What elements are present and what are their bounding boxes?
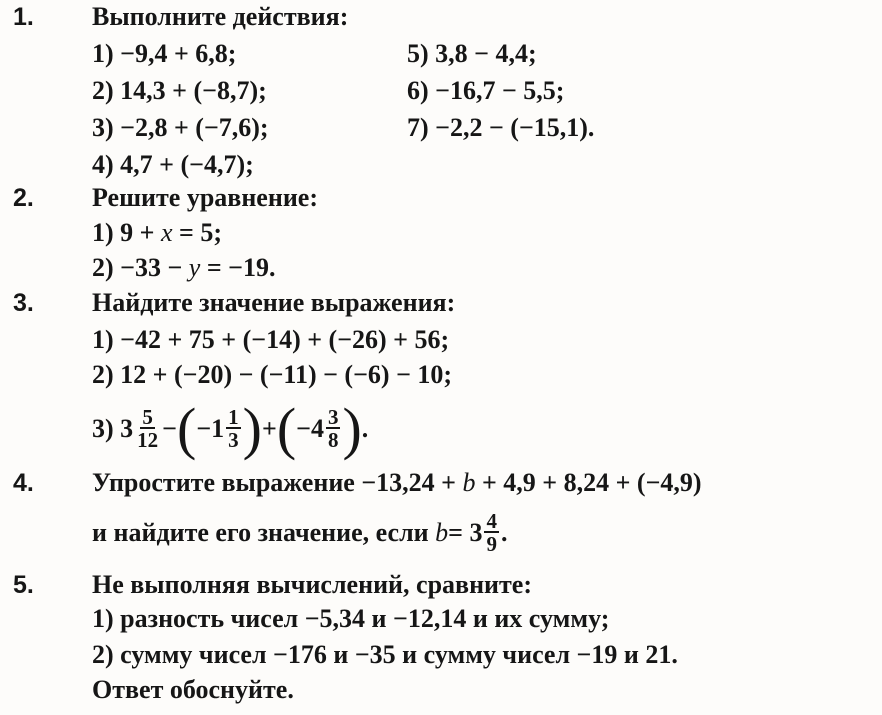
- variable-x: x: [160, 218, 173, 247]
- task-1-title: Выполните действия:: [92, 2, 349, 31]
- task-4-number: 4.: [13, 469, 34, 497]
- task-2-item-2: 2) −33 − y = −19.: [92, 253, 276, 282]
- fraction-5-12: $\frac{5}{12}$: [137, 405, 159, 452]
- variable-b: b: [462, 468, 476, 497]
- task-3-item-1: 1) −42 + 75 + (−14) + (−26) + 56;: [92, 325, 450, 354]
- fraction-3-8: $\frac{3}{8}$: [327, 405, 339, 452]
- task-1-item-4: 4) 4,7 + (−4,7);: [92, 150, 254, 179]
- task-3-item-2: 2) 12 + (−20) − (−11) − (−6) − 10;: [92, 360, 453, 389]
- task-1-item-7: 7) −2,2 − (−15,1).: [407, 113, 595, 142]
- task-5-item-2: 2) сумму чисел −176 и −35 и сумму чисел −19 и 21.: [92, 640, 678, 669]
- task-1-item-2: 2) 14,3 + (−8,7);: [92, 76, 267, 105]
- fraction-4-9: $\frac{4}{9}$: [486, 509, 497, 556]
- task-3-title: Найдите значение выражения:: [92, 288, 456, 317]
- task-3-number: 3.: [13, 289, 34, 317]
- task-1-item-6: 6) −16,7 − 5,5;: [407, 76, 565, 105]
- task-4-line-2: и найдите его значение, если b = 3 $\frac{4}{9}$ .: [92, 509, 508, 556]
- task-5-title: Не выполняя вычислений, сравните:: [92, 570, 533, 599]
- task-1-item-5: 5) 3,8 − 4,4;: [407, 39, 537, 68]
- task-2-number: 2.: [13, 184, 34, 212]
- task-2-item-1: 1) 9 + x = 5;: [92, 218, 223, 247]
- task-1-number: 1.: [13, 3, 34, 31]
- task-5-footer: Ответ обоснуйте.: [92, 675, 294, 704]
- variable-b-2: b: [435, 518, 449, 547]
- task-1-item-3: 3) −2,8 + (−7,6);: [92, 113, 269, 142]
- task-4-line-1: Упростите выражение −13,24 + b + 4,9 + 8,24 + (−4,9): [92, 468, 702, 497]
- task-1-item-1: 1) −9,4 + 6,8;: [92, 39, 237, 68]
- task-2-title: Решите уравнение:: [92, 183, 319, 212]
- variable-y: y: [188, 253, 201, 282]
- fraction-1-3: $\frac{1}{3}$: [228, 405, 239, 452]
- task-5-number: 5.: [13, 571, 34, 599]
- task-5-item-1: 1) разность чисел −5,34 и −12,14 и их сумму;: [92, 604, 610, 633]
- task-3-item-3: 3) 3 $\frac{5}{12}$ − ( −1 $\frac{1}{3}$ ) + ( −4 $\frac{3}{8}$ ) .: [92, 396, 369, 461]
